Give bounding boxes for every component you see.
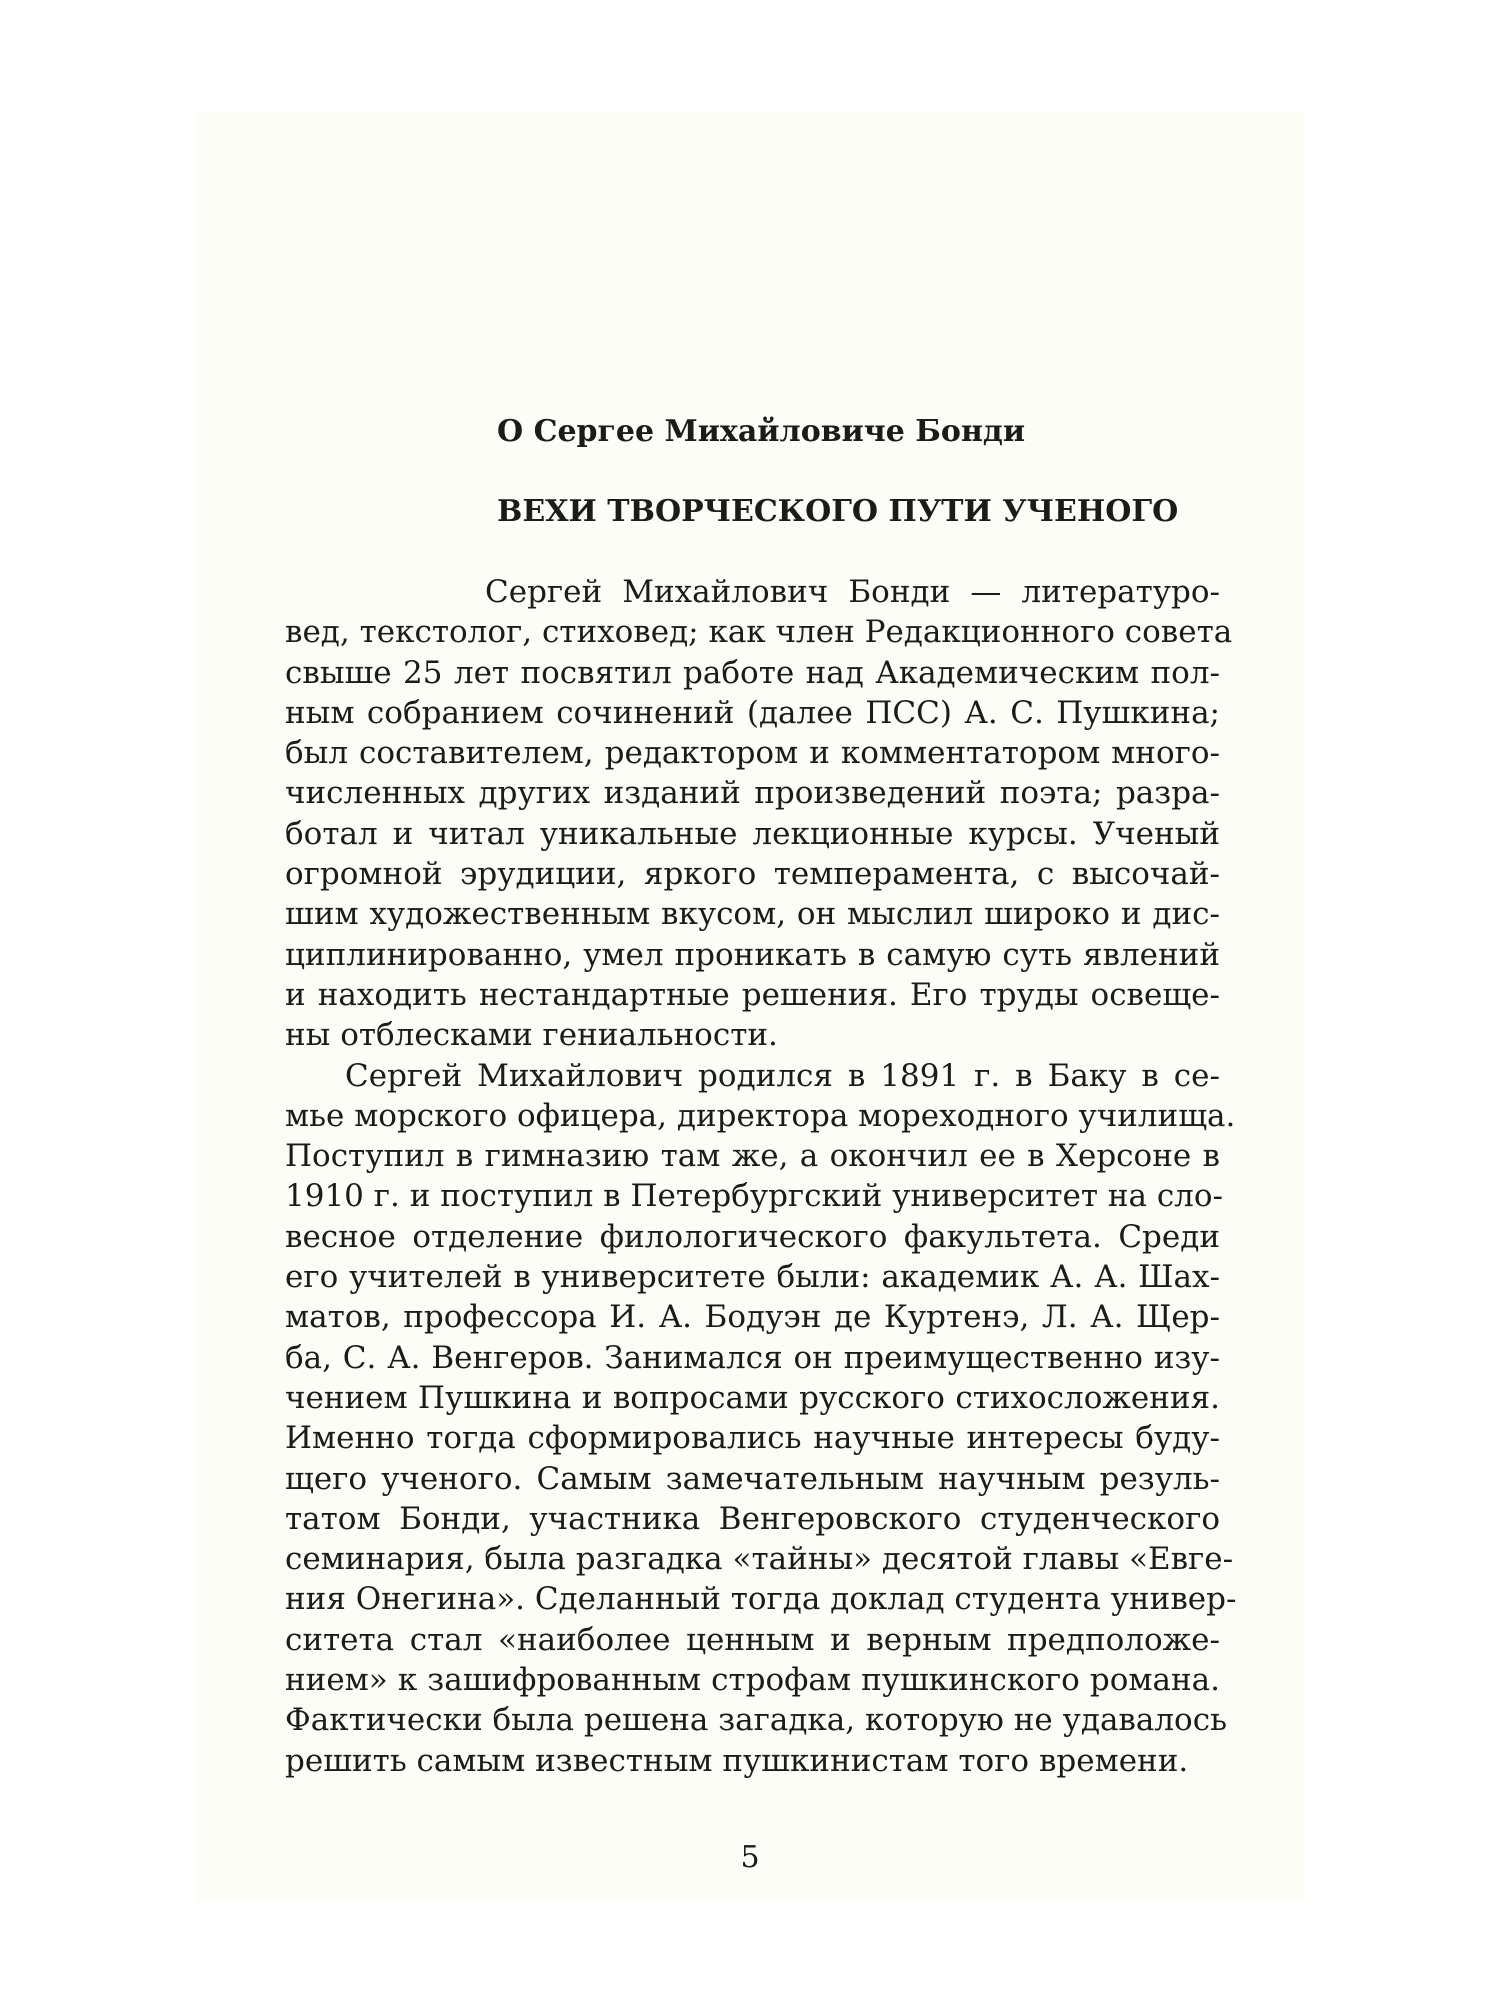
text-line: его учителей в университете были: академик А. А. Шах- — [285, 1259, 1220, 1296]
paragraph-2 — [285, 1056, 1237, 1781]
text-line: ны отблесками гениальности. — [285, 1017, 778, 1054]
text-line: нием» к зашифрованным строфам пушкинского романа. — [285, 1662, 1220, 1699]
page-number: 5 — [740, 1840, 760, 1875]
text-line: был составителем, редактором и комментатором много- — [285, 735, 1220, 772]
paragraph-1 — [285, 572, 1233, 1056]
text-line: вед, текстолог, стиховед; как член Редакционного совета — [285, 614, 1233, 651]
text-line: Фактически была решена загадка, которую не удавалось — [285, 1702, 1227, 1739]
text-line: Сергей Михайлович Бонди — литературо- — [485, 574, 1220, 610]
text-line: свыше 25 лет посвятил работе над Академическим пол- — [285, 654, 1220, 691]
text-line: численных других изданий произведений поэта; разра- — [285, 775, 1220, 812]
text-line: решить самым известным пушкинистам того времени. — [285, 1742, 1189, 1779]
text-line: Сергей Михайлович родился в 1891 г. в Баку в се- — [345, 1057, 1220, 1094]
body-text — [285, 572, 1237, 1781]
text-line: ботал и читал уникальные лекционные курсы. Ученый — [285, 815, 1220, 852]
text-line: татом Бонди, участника Венгеровского студенческого — [285, 1500, 1220, 1537]
text-line: огромной эрудиции, яркого темперамента, с высочай- — [285, 856, 1220, 893]
text-line: чением Пушкина и вопросами русского стихосложения. — [285, 1379, 1220, 1416]
text-line: весное отделение филологического факультета. Среди — [285, 1218, 1220, 1255]
author-title: О Сергее Михайловиче Бонди — [497, 414, 1026, 449]
text-line: циплинированно, умел проникать в самую суть явлений — [285, 936, 1220, 973]
text-line: шим художественным вкусом, он мыслил широко и дис- — [285, 896, 1220, 933]
text-line: щего ученого. Самым замечательным научным резуль- — [285, 1460, 1220, 1497]
text-line: Именно тогда сформировались научные интересы буду- — [285, 1420, 1220, 1457]
text-line: и находить нестандартные решения. Его труды освеще- — [285, 976, 1220, 1013]
text-line: Поступил в гимназию там же, а окончил ее в Херсоне в — [285, 1138, 1220, 1175]
text-line: ба, С. А. Венгеров. Занимался он преимущественно изу- — [285, 1339, 1220, 1376]
text-line: ным собранием сочинений (далее ПСС) А. С. Пушкина; — [285, 694, 1220, 731]
text-line: семинария, была разгадка «тайны» десятой главы «Евге- — [285, 1541, 1234, 1578]
text-line: ситета стал «наиболее ценным и верным предположе- — [285, 1621, 1220, 1658]
text-line: матов, профессора И. А. Бодуэн де Куртенэ, Л. А. Щер- — [285, 1299, 1220, 1336]
text-line: мье морского офицера, директора мореходного училища. — [285, 1097, 1236, 1134]
section-title: ВЕХИ ТВОРЧЕСКОГО ПУТИ УЧЕНОГО — [497, 494, 1179, 529]
text-line: 1910 г. и поступил в Петербургский университет на сло- — [285, 1178, 1224, 1215]
text-line: ния Онегина». Сделанный тогда доклад студента универ- — [285, 1581, 1237, 1618]
